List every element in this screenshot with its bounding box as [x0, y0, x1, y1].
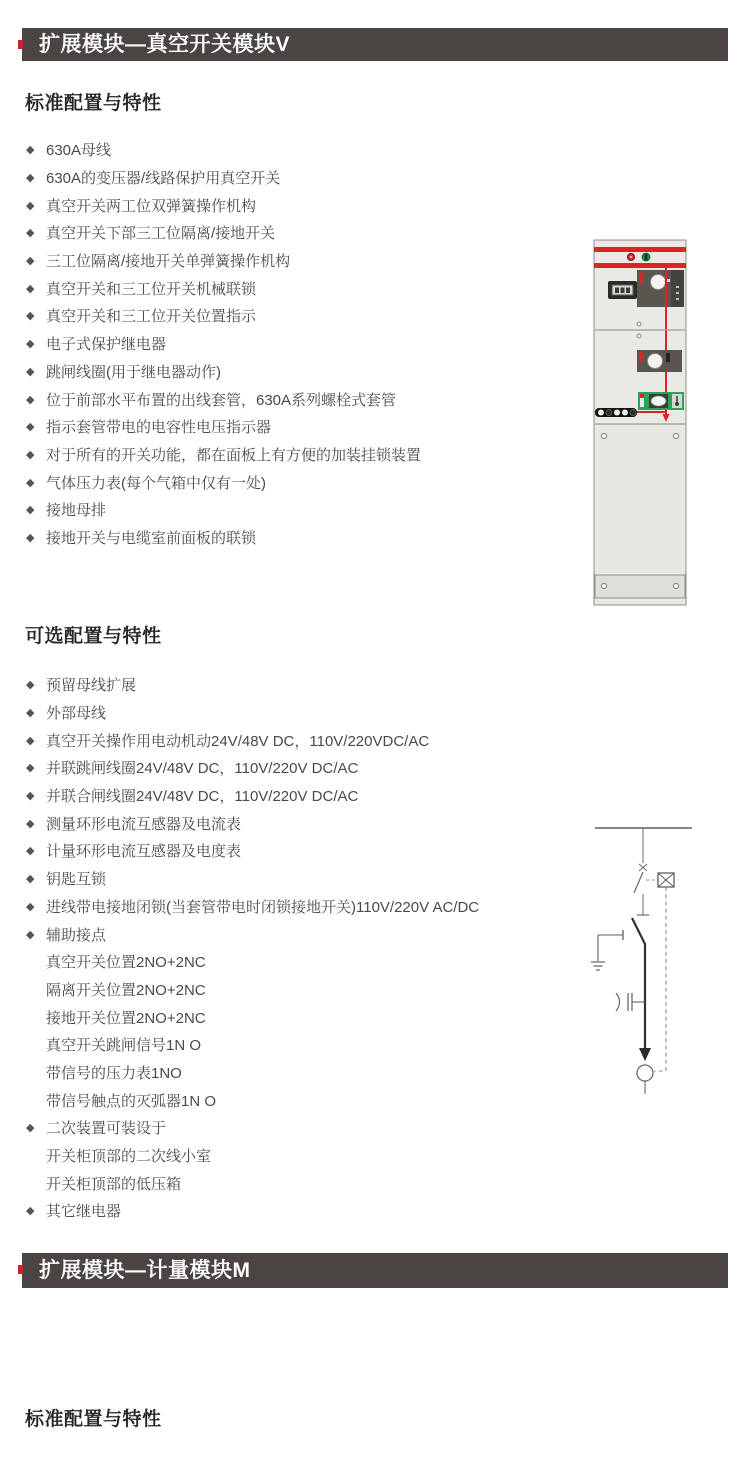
list-item — [25, 524, 565, 552]
list-item-text: 并联跳闸线圈24V/48V DC，110V/220V DC/AC — [46, 760, 359, 778]
feeder-arrow-icon — [639, 1048, 651, 1061]
red-bar-top — [594, 247, 686, 252]
list-item — [25, 1114, 585, 1142]
list-item — [25, 809, 585, 837]
list-item — [25, 865, 585, 893]
optional-feature-list — [25, 671, 585, 1225]
standard-config-title: 标准配置与特性 — [25, 93, 162, 114]
diamond-bullet-icon: ◆ — [26, 504, 35, 517]
list-item — [25, 699, 585, 727]
list-item-text: 带信号的压力表1NO — [46, 1064, 182, 1082]
list-item — [25, 893, 585, 921]
list-item — [25, 413, 565, 441]
optional-config-title: 可选配置与特性 — [25, 626, 162, 647]
list-item-text: 真空开关和三工位开关位置指示 — [46, 308, 257, 326]
diamond-bullet-icon: ◆ — [26, 679, 35, 692]
list-item — [25, 1059, 585, 1087]
list-item — [25, 976, 585, 1004]
list-item-text: 开关柜顶部的低压箱 — [46, 1175, 182, 1193]
list-item — [25, 726, 585, 754]
list-item-text: 钥匙互锁 — [46, 871, 107, 889]
diamond-bullet-icon: ◆ — [26, 172, 35, 185]
capacitive-indicator-icon — [616, 993, 620, 1011]
list-item-text: 带信号触点的灭弧器1N O — [46, 1092, 217, 1110]
breaker-blade — [632, 918, 645, 1050]
list-item-text: 三工位隔离/接地开关单弹簧操作机构 — [46, 253, 291, 271]
operating-knob-icon — [651, 275, 666, 290]
list-item-text: 电子式保护继电器 — [46, 336, 167, 354]
list-item — [25, 136, 565, 164]
diamond-bullet-icon: ◆ — [26, 476, 35, 489]
diamond-bullet-icon: ◆ — [26, 734, 35, 747]
list-item — [25, 358, 565, 386]
list-item-text: 隔离开关位置2NO+2NC — [46, 981, 206, 999]
diamond-bullet-icon: ◆ — [26, 255, 35, 268]
diamond-bullet-icon: ◆ — [26, 531, 35, 544]
red-bar-second — [594, 263, 686, 268]
section-header-vacuum-module — [22, 28, 728, 61]
list-item-text: 辅助接点 — [46, 926, 107, 944]
list-item-text: 真空开关跳闸信号1N O — [46, 1037, 202, 1055]
list-item-text: 真空开关和三工位开关机械联锁 — [46, 280, 257, 298]
diamond-bullet-icon: ◆ — [26, 707, 35, 720]
list-item-text: 其它继电器 — [46, 1203, 122, 1221]
list-item — [25, 164, 565, 192]
diamond-bullet-icon: ◆ — [26, 310, 35, 323]
diamond-bullet-icon: ◆ — [26, 790, 35, 803]
list-item-text: 进线带电接地闭锁(当套管带电时闭锁接地开关)110V/220V AC/DC — [46, 898, 480, 916]
bushing-circle-icon — [637, 1065, 653, 1081]
diamond-bullet-icon: ◆ — [26, 448, 35, 461]
list-item-text: 接地开关位置2NO+2NC — [46, 1009, 206, 1027]
list-item — [25, 330, 565, 358]
diamond-bullet-icon: ◆ — [26, 928, 35, 941]
list-item — [25, 468, 565, 496]
list-item — [25, 948, 585, 976]
diamond-bullet-icon: ◆ — [26, 227, 35, 240]
list-item — [25, 1003, 585, 1031]
diamond-bullet-icon: ◆ — [26, 900, 35, 913]
list-item-text: 预留母线扩展 — [46, 677, 137, 695]
diamond-bullet-icon: ◆ — [26, 144, 35, 157]
diamond-bullet-icon: ◆ — [26, 762, 35, 775]
list-item — [25, 1086, 585, 1114]
list-item-text: 外部母线 — [46, 705, 107, 723]
standard-feature-list — [25, 136, 565, 551]
list-item — [25, 1142, 585, 1170]
list-item-text: 真空开关位置2NO+2NC — [46, 954, 206, 972]
diamond-bullet-icon: ◆ — [26, 282, 35, 295]
red-tick-icon — [18, 1265, 23, 1274]
diamond-bullet-icon: ◆ — [26, 873, 35, 886]
list-item-text: 跳闸线圈(用于继电器动作) — [46, 363, 221, 381]
list-item — [25, 782, 585, 810]
list-item-text: 气体压力表(每个气箱中仅有一处) — [46, 474, 266, 492]
diamond-bullet-icon: ◆ — [26, 1122, 35, 1135]
list-item — [25, 274, 565, 302]
list-item — [25, 496, 565, 524]
list-item-text: 真空开关操作用电动机动24V/48V DC，110V/220VDC/AC — [46, 732, 430, 750]
list-item-text: 真空开关两工位双弹簧操作机构 — [46, 197, 257, 215]
list-item — [25, 671, 585, 699]
list-item-text: 二次装置可装设于 — [46, 1120, 167, 1138]
list-item-text: 指示套管带电的电容性电压指示器 — [46, 419, 272, 437]
list-item-text: 630A母线 — [46, 142, 112, 160]
standard-config-title-metering: 标准配置与特性 — [25, 1409, 162, 1430]
list-item — [25, 1031, 585, 1059]
list-item-text: 对于所有的开关功能，都在面板上有方便的加装挂锁装置 — [46, 446, 422, 464]
list-item-text: 并联合闸线圈24V/48V DC，110V/220V DC/AC — [46, 788, 359, 806]
diamond-bullet-icon: ◆ — [26, 393, 35, 406]
disconnector-blade — [634, 872, 643, 893]
section-header-text: 扩展模块—计量模块M — [39, 1259, 251, 1282]
list-item — [25, 754, 585, 782]
list-item-text: 测量环形电流互感器及电流表 — [46, 815, 242, 833]
list-item — [25, 191, 565, 219]
operating-knob-icon — [648, 354, 663, 369]
section-header-text: 扩展模块—真空开关模块V — [39, 33, 291, 56]
single-line-diagram — [590, 820, 705, 1100]
diamond-bullet-icon: ◆ — [26, 845, 35, 858]
diamond-bullet-icon: ◆ — [26, 817, 35, 830]
switchgear-cabinet-figure — [592, 238, 688, 608]
list-item — [25, 441, 565, 469]
list-item — [25, 219, 565, 247]
list-item — [25, 302, 565, 330]
list-item — [25, 1169, 585, 1197]
diamond-bullet-icon: ◆ — [26, 421, 35, 434]
list-item — [25, 920, 585, 948]
diamond-bullet-icon: ◆ — [26, 365, 35, 378]
diamond-bullet-icon: ◆ — [26, 1205, 35, 1218]
list-item-text: 位于前部水平布置的出线套管，630A系列螺栓式套管 — [46, 391, 397, 409]
list-item-text: 接地开关与电缆室前面板的联锁 — [46, 529, 257, 547]
diamond-bullet-icon: ◆ — [26, 338, 35, 351]
list-item-text: 计量环形电流互感器及电度表 — [46, 843, 242, 861]
list-item — [25, 837, 585, 865]
list-item — [25, 1197, 585, 1225]
list-item-text: 真空开关下部三工位隔离/接地开关 — [46, 225, 276, 243]
earthing-knob-icon — [651, 396, 666, 406]
diamond-bullet-icon: ◆ — [26, 199, 35, 212]
section-header-metering-module — [22, 1253, 728, 1288]
red-tick-icon — [18, 40, 23, 49]
list-item-text: 630A的变压器/线路保护用真空开关 — [46, 170, 281, 188]
list-item — [25, 247, 565, 275]
list-item-text: 开关柜顶部的二次线小室 — [46, 1148, 212, 1166]
list-item-text: 接地母排 — [46, 502, 107, 520]
list-item — [25, 385, 565, 413]
